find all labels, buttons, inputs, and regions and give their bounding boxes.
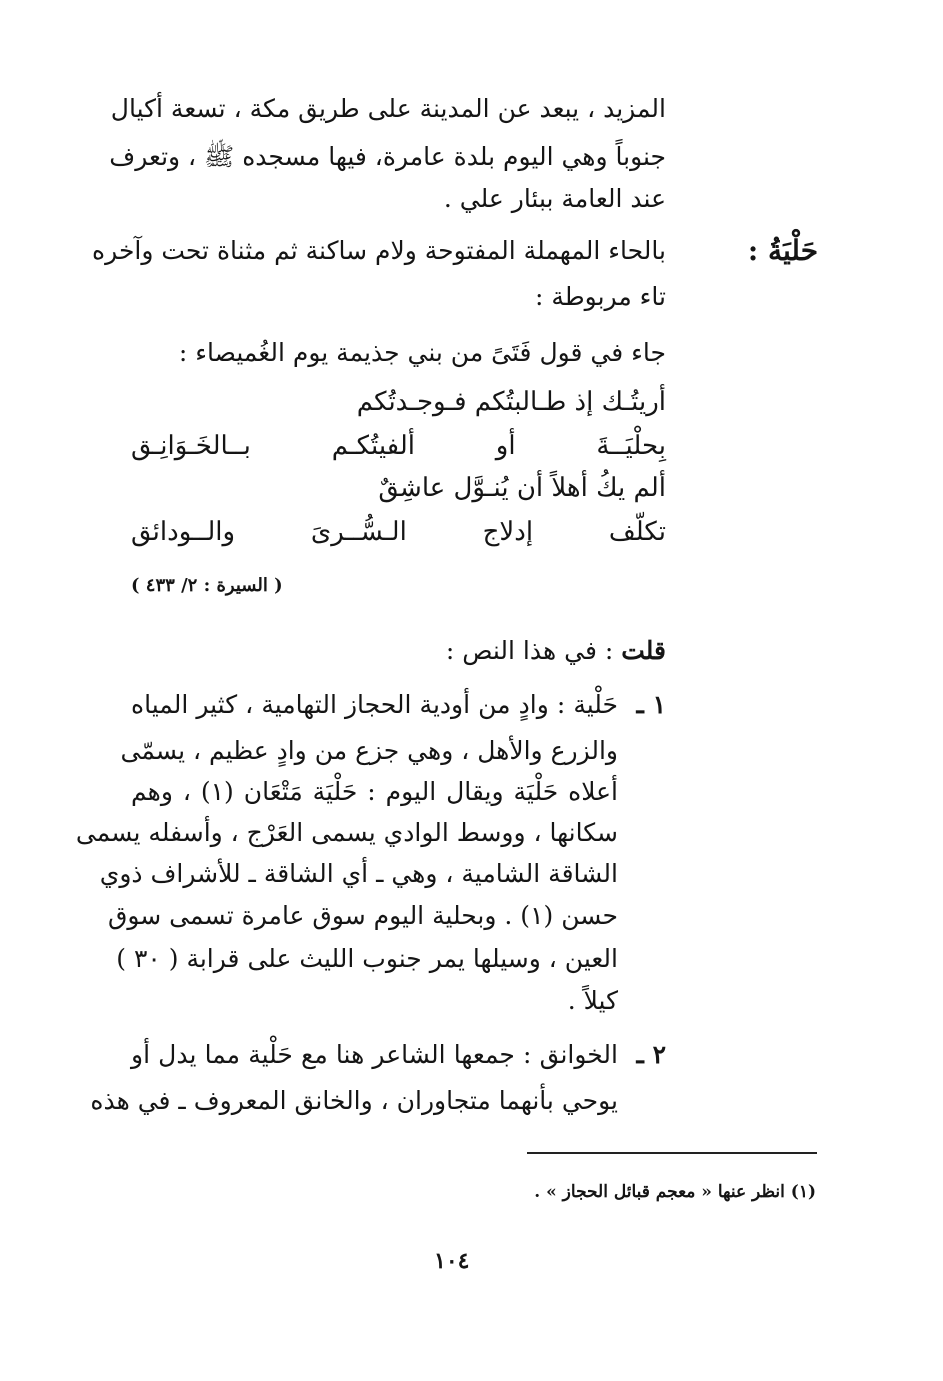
item-2-line-2: يوحي بأنهما متجاوران ، والخانق المعروف ـ في هذه [90,1086,618,1115]
item-1-line-4: سكانها ، ووسط الوادي يسمى العَرْج ، وأسفله يسمى [75,818,618,847]
page-number: ١٠٤ [434,1248,470,1274]
poem-line-4: تكلّف إدلاج الـسُّــرىَ والــودائق [131,517,666,547]
item-1-line-6: حسن (١) . وبحلية اليوم سوق عامرة تسمى سوق [107,901,618,930]
item-1-line-3: أعلاه حَلْيَة ويقال اليوم : حَلْيَة مَتْعَان (١) ، وهم [131,777,618,806]
item-1-line-8: كيلاً . [567,986,618,1015]
poem-line-3: ألم يكُ أهلاً أن يُنـوَّل عاشِقٌ [378,473,666,503]
item-2-line-1: الخوانق : جمعها الشاعر هنا مع حَلْية مما يدل أو [131,1040,618,1069]
item-1-line-5: الشاقة الشامية ، وهي ـ أي الشاقة ـ للأشراف ذوي [99,859,618,888]
poem-line-1: أريتُـك إذ طـالبتُكم فـوجـدتُكم [356,387,666,417]
footnote: (١) انظر عنها « معجم قبائل الحجاز » . [534,1182,816,1202]
item-1-line-7: العين ، وسيلها يمر جنوب الليث على قرابة ( ٣٠ ) [116,944,618,973]
entry-headword: حَلْيَةُ : [747,234,818,267]
quote-intro: جاء في قول فَتَىً من بني جذيمة يوم الغُميصاء : [178,338,666,367]
item-1-line-2: والزرع والأهل ، وهي جزع من وادٍ عظيم ، يسمّى [120,736,618,765]
poem-source: ( السيرة : ٢/ ٤٣٣ ) [131,575,283,596]
commentary-heading-rest: : في هذا النص : [445,636,622,665]
poem-line-2: بِحلْيَــةَ أو ألفيتُكـم بــالخَـوَانِـق [131,431,666,461]
commentary-heading-bold: قلت [621,636,666,665]
footnote-separator [527,1152,817,1154]
intro-line-2: جنوباً وهي اليوم بلدة عامرة، فيها مسجده ﷺ ، وتعرف [109,142,666,171]
item-1-line-1: حَلْية : وادٍ من أودية الحجاز التهامية ، كثير المياه [131,690,618,719]
intro-line-3: عند العامة ببئار علي . [443,184,666,213]
entry-definition-line-2: تاء مربوطة : [534,282,666,311]
intro-line-1: المزيد ، يبعد عن المدينة على طريق مكة ، تسعة أكيال [110,94,666,123]
commentary-heading [446,634,666,668]
item-1-number: ١ ـ [636,690,666,719]
entry-definition-line-1: بالحاء المهملة المفتوحة ولام ساكنة ثم مثناة تحت وآخره [92,236,666,265]
item-2-number: ٢ ـ [636,1040,666,1069]
